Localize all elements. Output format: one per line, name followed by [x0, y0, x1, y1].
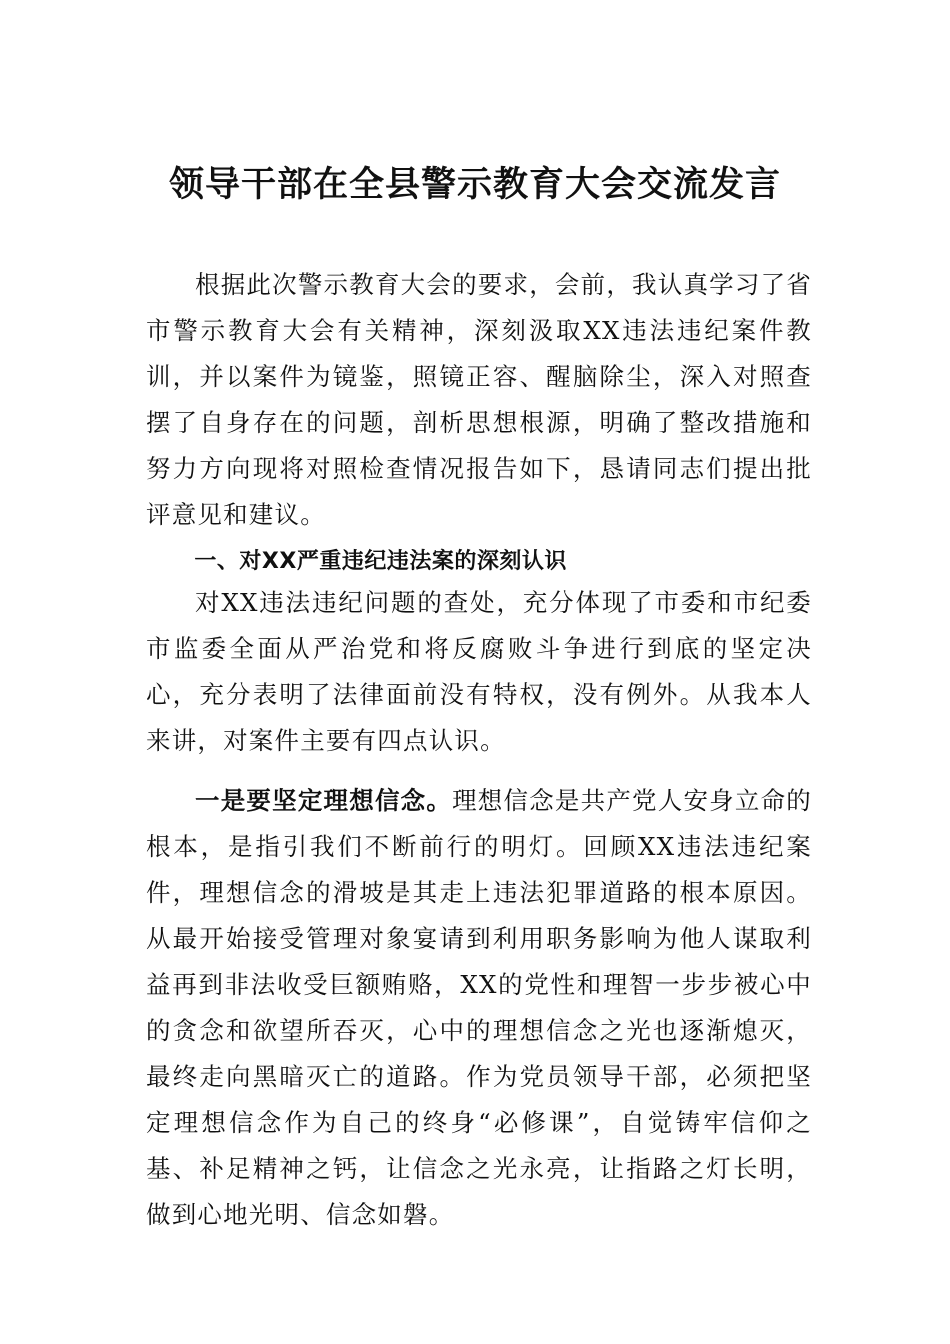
- section-paragraph: 对XX违法违纪问题的查处，充分体现了市委和市纪委市监委全面从严治党和将反腐败斗争进行到底的坚定决心，充分表明了法律面前没有特权，没有例外。从我本人来讲，对案件主要有四点认识。: [146, 588, 812, 755]
- section-heading: 一、对XX严重违纪违法案的深刻认识: [194, 549, 567, 574]
- document-title: 领导干部在全县警示教育大会交流发言: [168, 164, 781, 205]
- point-text: 理想信念是共产党人安身立命的根本，是指引我们不断前行的明灯。回顾XX违法违纪案件，理想信念的滑坡是其走上违法犯罪道路的根本原因。从最开始接受管理对象宴请到利用职务影响为他人谋取利益再到非法收受巨额贿赂，XX的党性和理智一步步被心中的贪念和欲望所吞灭，心中的理想信念之光也逐渐熄灭，最终走向黑暗灭亡的道路。作为党员领导干部，必须把坚定理想信念作为自己的终身“必修课”，自觉铸牢信仰之基、补足精神之钙，让信念之光永亮，让指路之灯长明，做到心地光明、信念如磐。: [146, 786, 812, 1229]
- point-lead: 一是要坚定理想信念。: [195, 786, 453, 815]
- document-body: [146, 262, 812, 1238]
- intro-paragraph: 根据此次警示教育大会的要求，会前，我认真学习了省市警示教育大会有关精神，深刻汲取XX违法违纪案件教训，并以案件为镜鉴，照镜正容、醒脑除尘，深入对照查摆了自身存在的问题，剖析思想根源，明确了整改措施和努力方向现将对照检查情况报告如下，恳请同志们提出批评意见和建议。: [146, 270, 812, 529]
- point-paragraph: [146, 778, 812, 1238]
